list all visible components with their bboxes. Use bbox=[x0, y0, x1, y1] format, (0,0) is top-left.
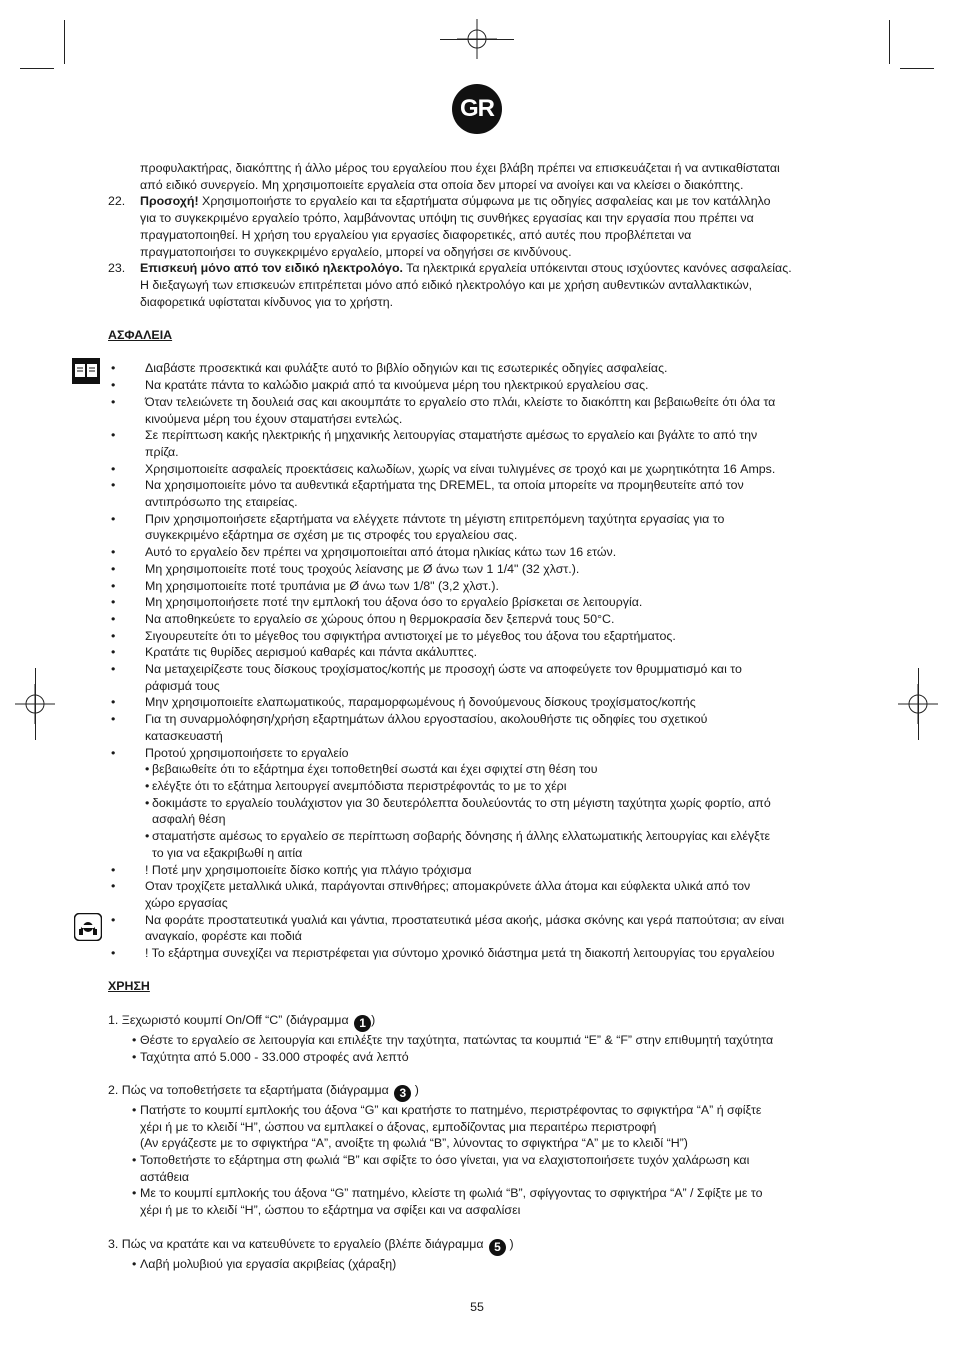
text-line: Τα ηλεκτρικά εργαλεία υπόκεινται στους ισχύοντες κανόνες ασφαλείας. bbox=[402, 261, 792, 276]
safety-bullet-item bbox=[108, 945, 846, 962]
text-line: (Αν εργάζεστε με το σφιγκτήρα “A”, ανοίξτε τη φωλιά “B”, λύνοντας το σφιγκτήρα “A” με το κλειδί “H”) bbox=[140, 1136, 688, 1151]
bullet-icon: • bbox=[111, 394, 116, 409]
text-line: Διαβάστε προσεκτικά και φυλάξτε αυτό το βιβλίο οδηγιών και τις εσωτερικές οδηγίες ασφαλείας. bbox=[145, 361, 668, 376]
text-line: Χρησιμοποιείτε ασφαλείς προεκτάσεις καλωδίων, χωρίς να είναι τυλιγμένες σε τροχό και με χωρητικότητα 16 Amps. bbox=[145, 461, 776, 476]
use-subitem bbox=[108, 1256, 846, 1273]
text-line: Να φοράτε προστατευτικά γυαλιά και γάντια, προστατευτικά μέσα ακοής, μάσκα σκόνης και γερά παπούτσια; αν είναι bbox=[145, 912, 785, 927]
safety-bullet-item bbox=[108, 377, 846, 394]
before-use-subitem bbox=[108, 795, 846, 828]
diagram-number-icon: 5 bbox=[489, 1239, 506, 1256]
safety-bullet-item bbox=[108, 745, 846, 762]
bullet-icon: • bbox=[111, 695, 116, 710]
crop-mark bbox=[440, 39, 514, 40]
before-use-subitem bbox=[108, 778, 846, 795]
diagram-number-icon: 1 bbox=[354, 1015, 371, 1032]
text-line: χώρο εργασίας bbox=[145, 895, 228, 910]
warning-label: Επισκευή μόνο από τον ειδικό ηλεκτρολόγο. bbox=[140, 261, 403, 276]
text-line: Πριν χρησιμοποιήσετε εξαρτήματα να ελέγχετε πάντοτε τη μέγιστη επιτρεπόμενη ταχύτητα εργασίας για το bbox=[145, 511, 725, 526]
bullet-icon: • bbox=[111, 879, 116, 894]
before-use-subitem bbox=[108, 828, 846, 861]
text-line: Χρησιμοποιήστε το εργαλείο και τα εξαρτήματα σύμφωνα με τις οδηγίες ασφαλείας και με τον κατάλληλο bbox=[198, 194, 771, 209]
text-line: Η διεξαγωγή των επισκευών επιτρέπεται μόνο από ειδικό ηλεκτρολόγο και με χρήση αυθεντικών ανταλλακτικών, bbox=[140, 277, 753, 292]
bullet-icon: • bbox=[111, 645, 116, 660]
use-sections bbox=[108, 1012, 846, 1272]
use-subitem bbox=[108, 1102, 846, 1152]
text-line: αστάθεια bbox=[140, 1169, 190, 1184]
warning-label: Προσοχή! bbox=[140, 194, 199, 209]
use-section-title bbox=[108, 1236, 846, 1256]
crop-mark bbox=[64, 20, 65, 64]
text-line: προφυλακτήρας, διακόπτης ή άλλο μέρος του εργαλείου που έχει βλάβη πρέπει να επισκευάζεται ή να αντικαθίσταται bbox=[140, 161, 780, 175]
text-line: από ειδικό συνεργείο. Μη χρησιμοποιείτε εργαλεία στα οποία δεν μπορεί να ανοίγει και να κλείσει ο διακόπτης. bbox=[140, 177, 744, 192]
text-line: ελέγξτε ότι το εξάτημα λειτουργεί ανεμπόδιστα περιστρέφοντάς το με το χέρι bbox=[152, 778, 567, 793]
bullet-icon: • bbox=[132, 1102, 137, 1117]
section-title-text: 2. Πώς να τοποθετήσετε τα εξαρτήματα (διάγραμμα bbox=[108, 1082, 393, 1097]
intro-paragraph bbox=[108, 160, 846, 193]
text-line: Να αποθηκεύετε το εργαλείο σε χώρους όπου η θερμοκρασία δεν ξεπερνά τους 50°C. bbox=[145, 611, 615, 626]
text-line: Όταν τελειώνετε τη δουλειά σας και ακουμπάτε το εργαλείο στο πλάι, κλείστε το διακόπτη και βεβαιωθείτε ότι όλα τα bbox=[145, 394, 776, 409]
text-line: Λαβή μολυβιού για εργασία ακριβείας (χάραξη) bbox=[140, 1256, 397, 1271]
bullet-icon: • bbox=[111, 478, 116, 493]
text-line: Μη χρησιμοποιήσετε ποτέ την εμπλοκή του άξονα όσο το εργαλείο βρίσκεται σε λειτουργία. bbox=[145, 595, 643, 610]
safety-bullet-item bbox=[108, 661, 846, 694]
crop-mark bbox=[918, 668, 919, 740]
numbered-item-23 bbox=[108, 260, 846, 310]
text-line: πραγματοποιηθεί. Η χρήση του εργαλείου για εργασίες διαφορετικές, από αυτές που προβλέπεται να bbox=[140, 227, 692, 242]
text-line: κατασκευαστή bbox=[145, 728, 223, 743]
section-title-text: 1. Ξεχωριστό κουμπί On/Off “C” (διάγραμμα bbox=[108, 1012, 353, 1027]
bullet-icon: • bbox=[145, 762, 150, 777]
page-number: 55 bbox=[470, 1300, 484, 1314]
safety-bullet-item bbox=[108, 544, 846, 561]
language-badge: GR bbox=[452, 84, 502, 134]
bullet-icon: • bbox=[111, 578, 116, 593]
text-line: ράφισμά τους bbox=[145, 678, 220, 693]
use-heading: ΧΡΗΣΗ bbox=[108, 979, 150, 994]
bullet-icon: • bbox=[111, 461, 116, 476]
bullet-icon: • bbox=[111, 545, 116, 560]
bullet-icon: • bbox=[132, 1032, 137, 1047]
bullet-icon: • bbox=[111, 511, 116, 526]
bullet-icon: • bbox=[111, 611, 116, 626]
safety-bullet-item bbox=[108, 862, 846, 879]
use-subitem bbox=[108, 1152, 846, 1185]
diagram-number-icon: 3 bbox=[394, 1085, 411, 1102]
bullet-icon: • bbox=[132, 1153, 137, 1167]
section-title-text: 3. Πώς να κρατάτε και να κατευθύνετε το εργαλείο (βλέπε διάγραμμα bbox=[108, 1236, 487, 1251]
safety-bullet-item bbox=[108, 711, 846, 744]
bullet-icon: • bbox=[132, 1186, 137, 1201]
safety-bullet-item bbox=[108, 511, 846, 544]
use-section bbox=[108, 1082, 846, 1219]
safety-bullet-item bbox=[108, 628, 846, 645]
bullet-icon: • bbox=[145, 829, 150, 844]
text-line: πραγματοποιήσει το συγκεκριμένο εργαλείο, μπορεί να οδηγήσει σε κινδύνους. bbox=[140, 244, 572, 259]
text-line: Να κρατάτε πάντα το καλώδιο μακριά από τα κινούμενα μέρη του ηλεκτρικού εργαλείου σας. bbox=[145, 378, 649, 393]
text-line: Σε περίπτωση κακής ηλεκτρικής ή μηχανικής λειτουργίας σταματήστε αμέσως το εργαλείο και βγάλτε το από την bbox=[145, 428, 758, 443]
crop-mark bbox=[20, 68, 54, 69]
section-title-end: ) bbox=[411, 1082, 419, 1097]
numbered-item-22 bbox=[108, 193, 846, 260]
bullet-icon: • bbox=[111, 361, 116, 376]
safety-bullet-item bbox=[108, 477, 846, 510]
item-number: 23. bbox=[108, 261, 126, 276]
text-line: ! Ποτέ μην χρησιμοποιείτε δίσκο κοπής για πλάγιο τρόχισμα bbox=[145, 862, 472, 877]
bullet-icon: • bbox=[111, 862, 116, 877]
text-line: συγκεκριμένο εξάρτημα σε σχέση με τις στροφές του εργαλείου σας. bbox=[145, 528, 518, 543]
text-line: χέρι ή με το κλειδί “H”, ώσπου το εξάρτημα να σφίξει και να ασφαλίσει bbox=[140, 1203, 521, 1218]
bullet-icon: • bbox=[132, 1256, 137, 1271]
safety-bullet-item bbox=[108, 694, 846, 711]
safety-bullet-item bbox=[108, 360, 846, 377]
bullet-icon: • bbox=[111, 628, 116, 643]
text-line: Κρατάτε τις θυρίδες αερισμού καθαρές και πάντα ακάλυπτες. bbox=[145, 645, 478, 660]
bullet-icon: • bbox=[111, 561, 116, 576]
text-line: Προτού χρησιμοποιήσετε το εργαλείο bbox=[145, 745, 349, 760]
text-line: πρίζα. bbox=[145, 444, 179, 459]
before-use-subitem bbox=[108, 761, 846, 778]
text-line: Να χρησιμοποιείτε μόνο τα αυθεντικά εξαρτήματα της DREMEL, τα οποία μπορείτε να προμηθευτείτε από τον bbox=[145, 478, 744, 493]
bullet-icon: • bbox=[132, 1049, 137, 1064]
bullet-icon: • bbox=[145, 795, 150, 810]
bullet-icon: • bbox=[111, 378, 116, 393]
text-line: Μη χρησιμοποιείτε ποτέ τους τροχούς λείανσης με Ø άνω των 1 1/4" (32 χλστ.). bbox=[145, 561, 580, 576]
text-line: Με το κουμπί εμπλοκής του άξονα “G” πατημένο, κλείστε τη φωλιά “B”, σφίγγοντας το σφιγκτήρα “A” / Σφίξτε με το bbox=[140, 1186, 763, 1201]
use-section-title bbox=[108, 1012, 846, 1032]
bullet-icon: • bbox=[111, 428, 116, 443]
bullet-icon: • bbox=[111, 712, 116, 727]
text-line: Μην χρησιμοποιείτε ελαπωματικούς, παραμορφωμένους ή δονούμενους δίσκους τροχίσματος/κοπής bbox=[145, 695, 696, 710]
text-line: Αυτό το εργαλείο δεν πρέπει να χρησιμοποιείται από άτομα ηλικίας κάτω των 16 ετών. bbox=[145, 545, 617, 560]
use-section-title bbox=[108, 1082, 846, 1102]
text-line: Για τη συναρμολόφηση/χρήση εξαρτημάτων άλλου εργοστασίου, ακολουθήστε τις οδηφίες του σχετικού bbox=[145, 712, 708, 727]
text-line: αντιπρόσωπο της εταιρείας. bbox=[145, 495, 298, 510]
bullet-icon: • bbox=[111, 946, 116, 961]
text-line: Μη χρησιμοποιείτε ποτέ τρυπάνια με Ø άνω των 1/8" (3,2 χλστ.). bbox=[145, 578, 499, 593]
text-line: Οταν τροχίζετε μεταλλικά υλικά, παράγονται σπινθήρες; απομακρύνετε άλλα άτομα και εύφλεκτα υλικά από τον bbox=[145, 879, 751, 894]
text-line: διαφορετικά υφίσταται κίνδυνος για το χρήστη. bbox=[140, 294, 394, 309]
text-line: σταματήστε αμέσως το εργαλείο σε περίπτωση σοβαρής δόνησης ή άλλης ελλατωματικής λειτουργίας και ελέγξτε bbox=[152, 829, 771, 844]
text-line: για το συγκεκριμένο εργαλείο τρόπο, λαμβάνοντας υπόψη τις συνθήκες εργασίας και την εργασία που πρέπει να bbox=[140, 211, 754, 226]
text-line: κινούμενα μέρη του έχουν σταματήσει εντελώς. bbox=[145, 411, 403, 426]
text-line: χέρι ή με το κλειδί “H”, ώσπου να εμπλακεί ο άξονας, εμποδίζοντας μια περαιτέρω περιστροφή bbox=[140, 1119, 657, 1134]
text-line: Ταχύτητα από 5.000 - 33.000 στροφές ανά λεπτό bbox=[140, 1049, 409, 1064]
bullet-icon: • bbox=[111, 662, 116, 677]
use-subitem bbox=[108, 1185, 846, 1218]
crop-mark bbox=[900, 68, 934, 69]
text-line: Θέστε το εργαλείο σε λειτουργία και επιλέξτε την ταχύτητα, πατώντας τα κουμπιά “E” & “F” στην επιθυμητή ταχύτητα bbox=[140, 1032, 774, 1047]
text-line: δοκιμάστε το εργαλείο τουλάχιστον για 30 δευτερόλεπτα δουλεύοντάς το στη μέγιστη ταχύτητα χωρίς φορτίο, από bbox=[152, 795, 771, 810]
text-line: Να μεταχειρίζεστε τους δίσκους τροχίσματος/κοπής με προσοχή ώστε να αποφεύγετε τον θρυμματισμό και το bbox=[145, 662, 742, 677]
text-line: βεβαιωθείτε ότι το εξάρτημα έχει τοποθετηθεί σωστά και έχει σφιχτεί στη θέση του bbox=[152, 762, 598, 777]
bullet-icon: • bbox=[145, 778, 150, 793]
safety-bullet-item bbox=[108, 427, 846, 460]
safety-bullet-item bbox=[108, 394, 846, 427]
page-content bbox=[108, 160, 846, 1272]
text-line: Σιγουρευτείτε ότι το μέγεθος του σφιγκτήρα αντιστοιχεί με το μέγεθος του άξονα του εξαρτήματος. bbox=[145, 628, 676, 643]
use-subitem bbox=[108, 1049, 846, 1066]
section-title-end: ) bbox=[506, 1236, 514, 1251]
text-line: ασφαλή θέση bbox=[152, 812, 226, 827]
use-subitem bbox=[108, 1032, 846, 1049]
bullet-icon: • bbox=[111, 912, 116, 927]
protective-gear-icon bbox=[74, 913, 102, 946]
crop-mark bbox=[35, 668, 36, 740]
section-title-end: ) bbox=[371, 1012, 376, 1027]
text-line: Πατήστε το κουμπί εμπλοκής του άξονα “G” και κρατήστε το πατημένο, περιστρέφοντας το σφιγκτήρα “A” ή σφίξτε bbox=[140, 1102, 762, 1117]
use-section bbox=[108, 1236, 846, 1273]
safety-bullet-item bbox=[108, 461, 846, 478]
manual-book-icon bbox=[72, 358, 100, 389]
safety-bullet-item bbox=[108, 878, 846, 911]
safety-heading: ΑΣΦΑΛΕΙΑ bbox=[108, 328, 173, 343]
text-line: ! Το εξάρτημα συνεχίζει να περιστρέφεται για σύντομο χρονικό διάστημα μετά τη διακοπή λειτουργίας του εργαλείου bbox=[145, 946, 775, 961]
text-line: το για να εξακριβωθί η αιτία bbox=[152, 845, 303, 860]
safety-bullet-item bbox=[108, 561, 846, 578]
safety-bullet-item bbox=[108, 644, 846, 661]
safety-list bbox=[108, 360, 846, 961]
safety-bullet-item bbox=[108, 578, 846, 595]
bullet-icon: • bbox=[111, 595, 116, 610]
safety-bullet-item bbox=[108, 912, 846, 945]
bullet-icon: • bbox=[111, 745, 116, 760]
safety-bullet-item bbox=[108, 611, 846, 628]
crop-mark bbox=[889, 20, 890, 64]
safety-bullet-item bbox=[108, 594, 846, 611]
text-line: αναγκαίο, φορέστε και ποδιά bbox=[145, 929, 302, 944]
use-section bbox=[108, 1012, 846, 1065]
item-number: 22. bbox=[108, 194, 126, 209]
text-line: Τοποθετήστε το εξάρτημα στη φωλιά “B” και σφίξτε το όσο γίνεται, για να ελαχιστοποιήσετε τυχόν χαλάρωση και bbox=[140, 1153, 750, 1167]
